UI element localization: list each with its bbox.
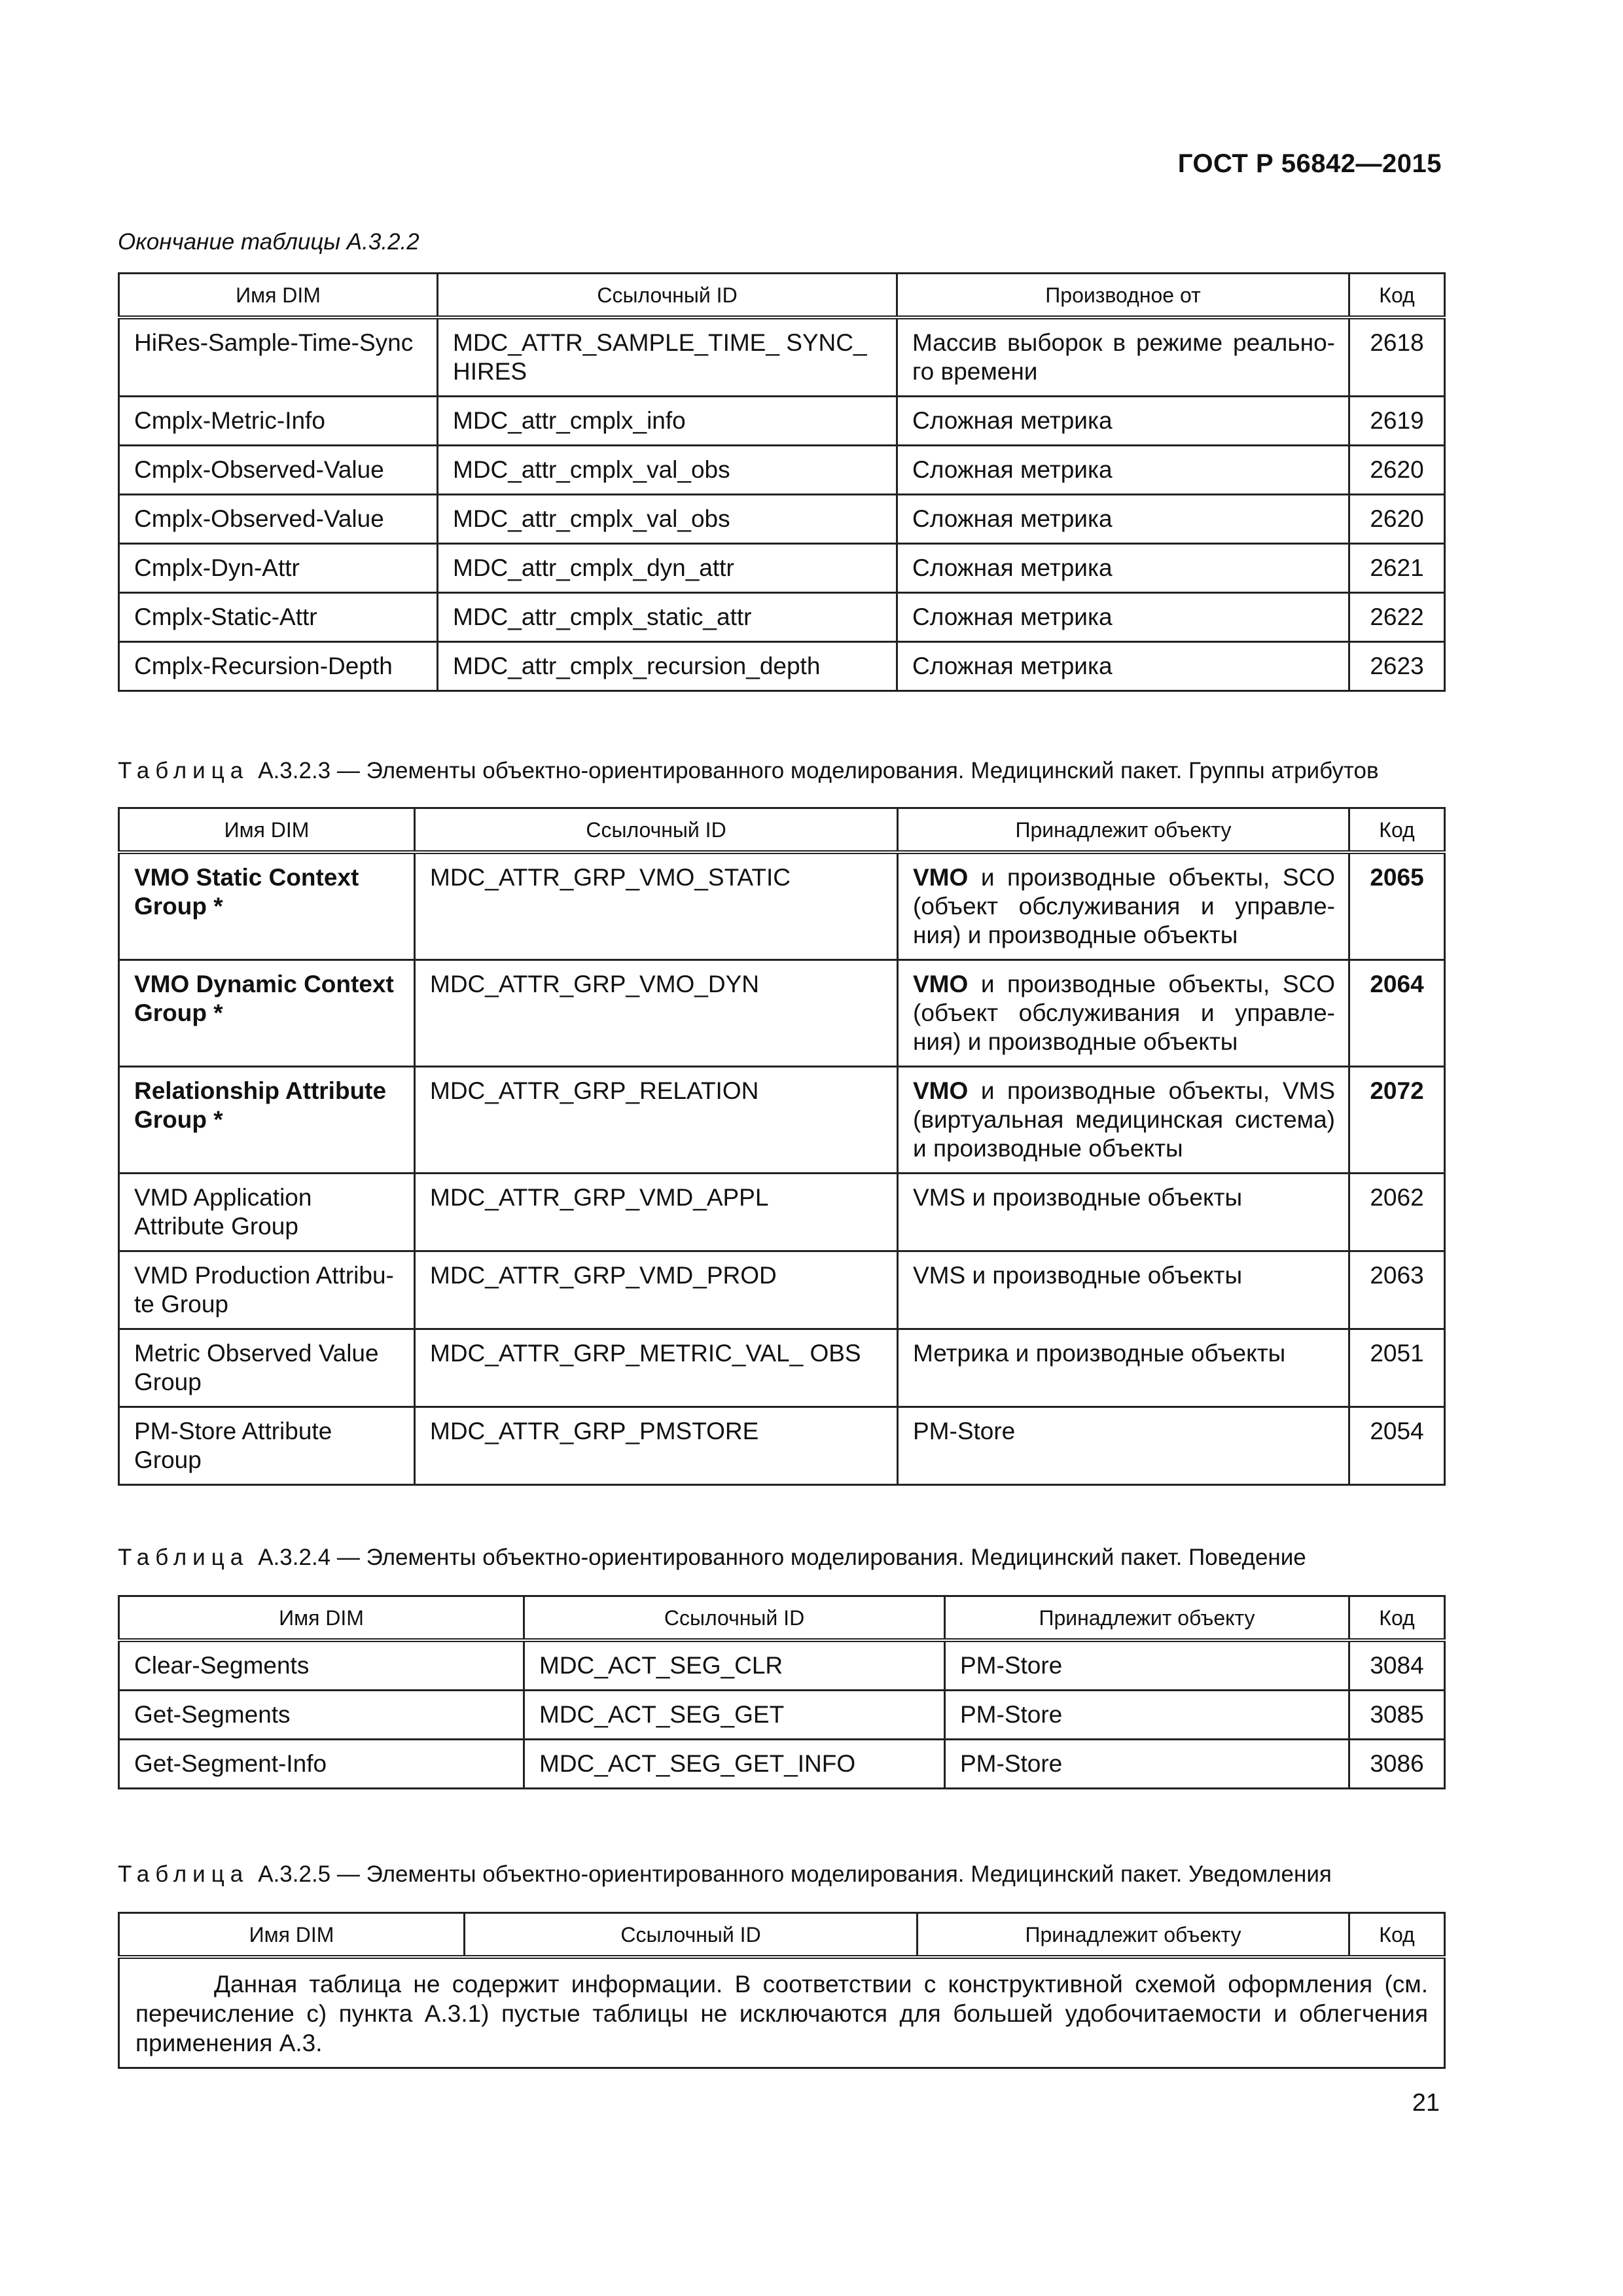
ref-id-cell: MDC_attr_cmplx_val_obs [438,495,897,544]
table-title: А.3.2.4 — Элементы объектно-ориентированного моделирования. Медицинский пакет. Поведение [258,1545,1306,1570]
belongs-to-cell: PM-Store [945,1640,1349,1691]
table-title: А.3.2.5 — Элементы объектно-ориентированного моделирования. Медицинский пакет. Уведомления [258,1861,1332,1887]
dim-name-cell: Clear-Segments [119,1640,524,1691]
belongs-to-cell: VMS и производные объекты [898,1174,1349,1251]
ref-id-cell: MDC_attr_cmplx_val_obs [438,446,897,495]
table-a323-caption [118,758,1379,784]
table-header-row [119,808,1445,853]
table-row [119,317,1445,397]
table-label: Таблица [118,758,249,783]
ref-id-cell: MDC_attr_cmplx_static_attr [438,593,897,642]
column-header: Имя DIM [119,1913,465,1958]
table-row [119,397,1445,446]
object-description: и производные объекты, VMS (виртуальная медицинская система) и производные объекты [913,1077,1335,1162]
code-cell: 2064 [1349,960,1445,1067]
ref-id-cell: MDC_attr_cmplx_info [438,397,897,446]
dim-name-cell: Cmplx-Metric-Info [119,397,438,446]
table-row [119,1174,1445,1251]
column-header: Имя DIM [119,274,438,318]
ref-id-cell: MDC_ATTR_GRP_VMD_APPL [415,1174,898,1251]
table-a324 [118,1595,1446,1789]
ref-id-cell: MDC_ACT_SEG_GET [524,1691,945,1740]
table-header-row [119,1913,1445,1958]
object-description: и производные объекты, SCO (объект обслуживания и управле-ния) и производные объекты [913,971,1335,1055]
column-header: Имя DIM [119,1596,524,1641]
table-row [119,960,1445,1067]
derived-from-cell: Сложная метрика [897,544,1349,593]
column-header: Код [1349,274,1445,318]
column-header: Имя DIM [119,808,415,853]
derived-from-cell: Сложная метрика [897,495,1349,544]
ref-id-cell: MDC_ACT_SEG_GET_INFO [524,1740,945,1789]
ref-id-cell: MDC_ATTR_GRP_VMO_STATIC [415,852,898,960]
column-header: Ссылочный ID [465,1913,918,1958]
table-title: А.3.2.3 — Элементы объектно-ориентированного моделирования. Медицинский пакет. Группы атрибутов [258,758,1379,783]
object-name-bold: VMO [913,971,969,997]
derived-from-cell: Сложная метрика [897,642,1349,691]
column-header: Принадлежит объекту [945,1596,1349,1641]
table-row [119,446,1445,495]
table-label: Таблица [118,1861,249,1887]
table-row [119,495,1445,544]
ref-id-cell: MDC_ATTR_GRP_VMD_PROD [415,1251,898,1329]
table-a323 [118,807,1446,1486]
table-row [119,1957,1445,2068]
code-cell: 2054 [1349,1407,1445,1485]
dim-name-cell: VMO Dynamic Context Group * [119,960,415,1067]
object-name-bold: VMO [913,1077,969,1104]
derived-from-cell: Массив выборок в режиме реально-го времени [897,317,1349,397]
table-row [119,544,1445,593]
dim-name-cell: HiRes-Sample-Time-Sync [119,317,438,397]
code-cell: 3084 [1349,1640,1445,1691]
dim-name-cell: Get-Segments [119,1691,524,1740]
dim-name-cell: VMD Production Attribu-te Group [119,1251,415,1329]
code-cell: 2618 [1349,317,1445,397]
table-row [119,1329,1445,1407]
table-a325-caption [118,1861,1332,1888]
column-header: Ссылочный ID [415,808,898,853]
ref-id-cell: MDC_ACT_SEG_CLR [524,1640,945,1691]
column-header: Производное от [897,274,1349,318]
belongs-to-cell: PM-Store [945,1740,1349,1789]
column-header: Код [1349,1596,1445,1641]
table-a325 [118,1912,1446,2069]
dim-name-cell: Get-Segment-Info [119,1740,524,1789]
dim-name-cell: Cmplx-Static-Attr [119,593,438,642]
derived-from-cell: Сложная метрика [897,446,1349,495]
belongs-to-cell: Метрика и производные объекты [898,1329,1349,1407]
dim-name-cell: PM-Store Attribute Group [119,1407,415,1485]
ref-id-cell: MDC_ATTR_GRP_VMO_DYN [415,960,898,1067]
ref-id-cell: MDC_attr_cmplx_dyn_attr [438,544,897,593]
object-name-bold: VMO [913,864,969,891]
table-header-row [119,274,1445,318]
column-header: Код [1349,1913,1445,1958]
code-cell: 2620 [1349,495,1445,544]
table-row [119,852,1445,960]
belongs-to-cell [898,852,1349,960]
dim-name-cell: Cmplx-Recursion-Depth [119,642,438,691]
table-row [119,1691,1445,1740]
document-id: ГОСТ Р 56842—2015 [1177,149,1442,178]
dim-name-cell: Relationship Attribute Group * [119,1067,415,1174]
dim-name-cell: Metric Observed Value Group [119,1329,415,1407]
table-row [119,1067,1445,1174]
table-row [119,1251,1445,1329]
table-a322-caption: Окончание таблицы А.3.2.2 [118,229,419,255]
belongs-to-cell: PM-Store [898,1407,1349,1485]
column-header: Принадлежит объекту [918,1913,1349,1958]
dim-name-cell: VMO Static Context Group * [119,852,415,960]
ref-id-cell: MDC_ATTR_GRP_RELATION [415,1067,898,1174]
table-row [119,642,1445,691]
object-description: и производные объекты, SCO (объект обслуживания и управле-ния) и производные объекты [913,864,1335,948]
table-row [119,1407,1445,1485]
ref-id-cell: MDC_ATTR_GRP_METRIC_VAL_ OBS [415,1329,898,1407]
ref-id-cell: MDC_ATTR_GRP_PMSTORE [415,1407,898,1485]
column-header: Ссылочный ID [438,274,897,318]
derived-from-cell: Сложная метрика [897,593,1349,642]
table-row [119,593,1445,642]
belongs-to-cell: VMS и производные объекты [898,1251,1349,1329]
code-cell: 2051 [1349,1329,1445,1407]
derived-from-cell: Сложная метрика [897,397,1349,446]
column-header: Принадлежит объекту [898,808,1349,853]
table-header-row [119,1596,1445,1641]
code-cell: 2072 [1349,1067,1445,1174]
ref-id-cell: MDC_attr_cmplx_recursion_depth [438,642,897,691]
code-cell: 2623 [1349,642,1445,691]
empty-table-note: Данная таблица не содержит информации. В соответствии с конструктивной схемой оформления (см. перечисление с) пункта А.3.1) пустые таблицы не исключаются для большей удобочитаемости и облегчения применения А.3. [119,1957,1445,2068]
dim-name-cell: VMD Application Attribute Group [119,1174,415,1251]
code-cell: 2063 [1349,1251,1445,1329]
dim-name-cell: Cmplx-Observed-Value [119,495,438,544]
table-a324-caption [118,1545,1306,1571]
page-number: 21 [1412,2089,1440,2117]
table-label: Таблица [118,1545,249,1570]
belongs-to-cell [898,960,1349,1067]
belongs-to-cell: PM-Store [945,1691,1349,1740]
code-cell: 2619 [1349,397,1445,446]
column-header: Код [1349,808,1445,853]
code-cell: 2622 [1349,593,1445,642]
table-row [119,1740,1445,1789]
dim-name-cell: Cmplx-Observed-Value [119,446,438,495]
dim-name-cell: Cmplx-Dyn-Attr [119,544,438,593]
code-cell: 2062 [1349,1174,1445,1251]
code-cell: 3085 [1349,1691,1445,1740]
table-a322 [118,272,1446,692]
code-cell: 2621 [1349,544,1445,593]
code-cell: 3086 [1349,1740,1445,1789]
table-row [119,1640,1445,1691]
code-cell: 2620 [1349,446,1445,495]
belongs-to-cell [898,1067,1349,1174]
code-cell: 2065 [1349,852,1445,960]
column-header: Ссылочный ID [524,1596,945,1641]
ref-id-cell: MDC_ATTR_SAMPLE_TIME_ SYNC_ HIRES [438,317,897,397]
